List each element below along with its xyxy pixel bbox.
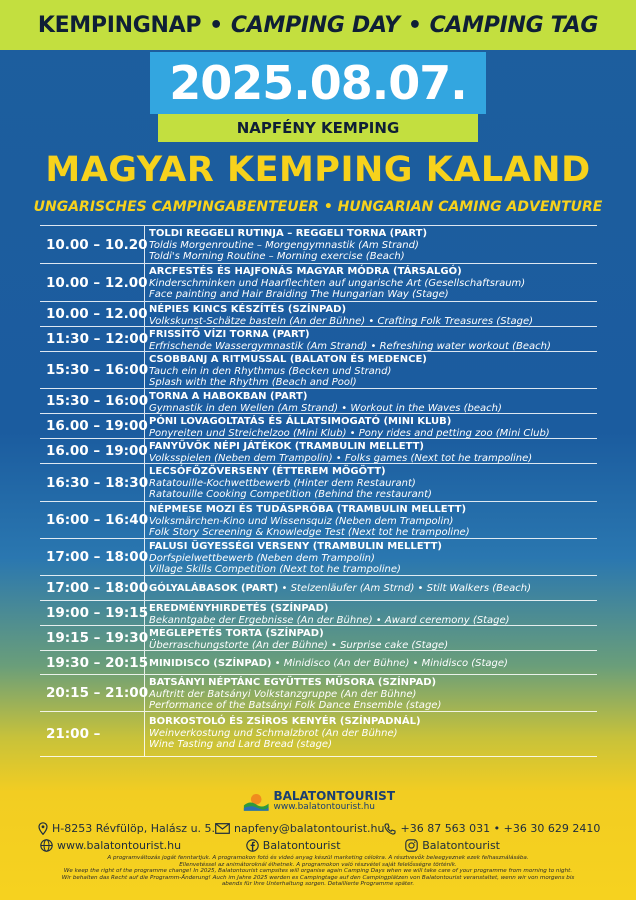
- schedule-translation-de: Auftritt der Batsányi Volkstanzgruppe (An der Bühne): [149, 688, 417, 700]
- schedule-translation-en: Wine Tasting and Lard Bread (stage): [149, 739, 332, 750]
- header-en: CAMPING DAY: [230, 12, 400, 38]
- schedule-title: TORNA A HABOKBAN (PART): [149, 391, 308, 402]
- schedule-description: [145, 601, 597, 625]
- schedule-title: NÉPMESE MOZI ÉS TUDÁSPRÓBA (TRAMBULIN MELLETT): [149, 504, 467, 515]
- schedule-time: 17:00 – 18:00: [40, 539, 145, 575]
- schedule-time: 19:30 – 20:15: [40, 651, 145, 674]
- schedule-time: 16.00 – 19:00: [40, 439, 145, 463]
- fine-print-line: abends für Ihre Unterhaltung sorgen. Detaillierte Programme später.: [221, 881, 415, 888]
- address: [38, 822, 215, 835]
- schedule-description: [145, 675, 597, 711]
- fine-print-line: Wir behalten das Recht auf die Programm-Änderung! Auch im Jahre 2025 werden es Campingtage auf den Campingplätzen von Balatontourist veranstaltet, wenn wir von morgens bis: [61, 874, 575, 881]
- schedule-title-line: [149, 716, 597, 728]
- schedule-translation-de: Erfrischende Wassergymnastik (Am Strand) • Refreshing water workout (Beach): [149, 340, 551, 351]
- schedule-row: [40, 675, 597, 712]
- header-hu: KEMPINGNAP: [37, 12, 202, 38]
- schedule-title-line: [149, 441, 597, 453]
- schedule-title: LECSÓFŐZŐVERSENY (ÉTTEREM MÖGÖTT): [149, 466, 386, 477]
- globe-icon: [40, 839, 53, 852]
- fine-print: [10, 855, 626, 888]
- schedule-translation-en: Folk Story Screening & Knowledge Test (Next tot he trampoline): [149, 527, 470, 538]
- schedule-title: CSOBBANJ A RITMUSSAL (BALATON ÉS MEDENCE): [149, 354, 427, 365]
- schedule-title-line: [149, 228, 597, 240]
- venue-label: NAPFÉNY KEMPING: [158, 114, 478, 142]
- schedule-translation-de: Gymnastik in den Wellen (Am Strand) • Workout in the Waves (beach): [149, 402, 502, 413]
- balatontourist-logo: [243, 787, 395, 815]
- contact-row-1: [38, 822, 601, 835]
- phone-icon: [384, 823, 396, 835]
- schedule-time: 15:30 – 16:00: [40, 389, 145, 413]
- schedule-title: FALUSI ÜGYESSÉGI VERSENY (TRAMBULIN MELLETT): [149, 541, 443, 552]
- instagram-text: Balatontourist: [422, 839, 500, 852]
- schedule-title: GÓLYALÁBASOK (PART): [149, 583, 279, 594]
- schedule-translation-en: Ratatouille Cooking Competition (Behind the restaurant): [149, 489, 432, 500]
- instagram[interactable]: [405, 839, 500, 852]
- website[interactable]: [40, 839, 181, 852]
- schedule-time: 19:15 – 19:30: [40, 626, 145, 650]
- schedule-title: NÉPIES KINCS KÉSZÍTÉS (SZÍNPAD): [149, 304, 347, 315]
- schedule-description: [145, 327, 597, 351]
- schedule-translation-de: Tauch ein in den Rhythmus (Becken und Strand): [149, 365, 392, 377]
- schedule-row: [40, 264, 597, 302]
- schedule-description: [145, 712, 597, 756]
- schedule-translation-de: Volksmärchen-Kino und Wissensquiz (Neben dem Trampolin): [149, 515, 454, 527]
- schedule-row: [40, 389, 597, 414]
- schedule-row: [40, 712, 597, 757]
- schedule-title-line: [149, 583, 597, 595]
- email-text: napfeny@balatontourist.hu: [234, 822, 385, 835]
- schedule-time: 16.00 – 19:00: [40, 414, 145, 438]
- schedule-time: 19:00 – 19:15: [40, 601, 145, 625]
- instagram-icon: [405, 839, 418, 852]
- phone[interactable]: [384, 822, 600, 835]
- schedule-title-line: [149, 677, 597, 689]
- fine-print-line: Ellenvetéssel az animátoroknál élhetnek. A programokon való részvétel saját felelősségre történik.: [179, 861, 457, 868]
- envelope-icon: [215, 823, 230, 834]
- contact-row-2: [40, 839, 500, 852]
- schedule-inline-translation: • Stelzenläufer (Am Strnd) • Stilt Walkers (Beach): [278, 583, 532, 594]
- fine-print-line: A programváltozás jogát fenntartjuk. A programokon fotó és videó anyag készül marketing célokra. A résztvevők beleegyeznek ezek felhasználásába.: [107, 855, 529, 861]
- schedule-title-line: [149, 266, 597, 278]
- schedule-title-line: [149, 504, 597, 516]
- schedule-description: [145, 439, 597, 463]
- schedule-row: [40, 601, 597, 626]
- schedule-translation-de: Dorfspielwettbewerb (Neben dem Trampolin): [149, 552, 375, 564]
- schedule-time: 16:00 – 16:40: [40, 502, 145, 538]
- schedule-row: [40, 439, 597, 464]
- schedule-row: [40, 502, 597, 539]
- phone-text: +36 87 563 031 • +36 30 629 2410: [400, 822, 601, 835]
- schedule-title: EREDMÉNYHIRDETÉS (SZÍNPAD): [149, 603, 329, 614]
- location-pin-icon: [38, 822, 48, 835]
- schedule-translation-de: Ponyreiten und Streichelzoo (Mini Klub) • Pony rides and petting zoo (Mini Club): [149, 427, 550, 438]
- schedule-translation-de: Weinverkostung und Schmalzbrot (An der Bühne): [149, 727, 398, 739]
- schedule-description: [145, 576, 597, 600]
- schedule-title: FANYŰVŐK NÉPI JÁTÉKOK (TRAMBULIN MELLETT): [149, 441, 424, 452]
- schedule-description: [145, 464, 597, 501]
- schedule-title: ARCFESTÉS ÉS HAJFONÁS MAGYAR MÓDRA (TÁRSALGÓ): [149, 266, 462, 277]
- schedule-time: 20:15 – 21:00: [40, 675, 145, 711]
- schedule-description: [145, 414, 597, 438]
- schedule-table: [40, 225, 597, 778]
- facebook[interactable]: [246, 839, 341, 852]
- schedule-row: [40, 327, 597, 352]
- address-text: H-8253 Révfülöp, Halász u. 5.: [52, 822, 216, 835]
- schedule-description: [145, 389, 597, 413]
- email[interactable]: [215, 822, 384, 835]
- schedule-title-line: [149, 466, 597, 478]
- fine-print-line: We keep the right of the programme change! In 2025, Balatontourist campsites will organise again Camping Days when we will take care of your programme from morning to night.: [63, 868, 573, 875]
- schedule-description: [145, 226, 597, 263]
- schedule-translation-de: Toldis Morgenroutine – Morgengymnastik (Am Strand): [149, 239, 419, 251]
- schedule-title-line: [149, 329, 597, 341]
- schedule-translation-de: Volkskunst-Schätze basteln (An der Bühne) • Crafting Folk Treasures (Stage): [149, 315, 534, 326]
- schedule-description: [145, 502, 597, 538]
- schedule-title-line: [149, 416, 597, 428]
- schedule-row: [40, 414, 597, 439]
- schedule-description: [145, 626, 597, 650]
- schedule-time: 10.00 – 10.20: [40, 226, 145, 263]
- schedule-title-line: [149, 628, 597, 640]
- schedule-row: [40, 576, 597, 601]
- website-text: www.balatontourist.hu: [57, 839, 182, 852]
- header-de: CAMPING TAG: [429, 12, 599, 38]
- logo-brand: BALATONTOURIST: [273, 789, 395, 803]
- header-separator-1: •: [209, 12, 223, 38]
- schedule-title-line: [149, 304, 597, 316]
- schedule-translation-de: Ratatouille-Kochwettbewerb (Hinter dem Restaurant): [149, 477, 416, 489]
- schedule-time: 10.00 – 12.00: [40, 264, 145, 301]
- schedule-translation-en: Toldi's Morning Routine – Morning exercise (Beach): [149, 251, 405, 262]
- schedule-title-line: [149, 391, 597, 403]
- schedule-row: [40, 626, 597, 651]
- facebook-icon: [246, 839, 259, 852]
- event-date: 2025.08.07.: [150, 52, 486, 114]
- schedule-translation-de: Kinderschminken und Haarflechten auf ungarische Art (Gesellschaftsraum): [149, 277, 526, 289]
- schedule-translation-de: Überraschungstorte (An der Bühne) • Surprise cake (Stage): [149, 639, 449, 650]
- schedule-row: [40, 302, 597, 327]
- schedule-description: [145, 539, 597, 575]
- schedule-row: [40, 539, 597, 576]
- schedule-title-line: [149, 541, 597, 553]
- schedule-translation-de: Volksspielen (Neben dem Trampolin) • Folks games (Next tot he trampoline): [149, 452, 533, 463]
- schedule-description: [145, 264, 597, 301]
- schedule-time: 21:00 –: [40, 712, 145, 756]
- schedule-time: 10.00 – 12.00: [40, 302, 145, 326]
- main-title: MAGYAR KEMPING KALAND: [45, 150, 591, 190]
- schedule-time: 17:00 – 18:00: [40, 576, 145, 600]
- schedule-title: PÓNI LOVAGOLTATÁS ÉS ÁLLATSIMOGATÓ (MINI KLUB): [149, 416, 452, 427]
- schedule-title: TOLDI REGGELI RUTINJA – REGGELI TORNA (PART): [149, 228, 428, 239]
- schedule-time: 11:30 – 12:00: [40, 327, 145, 351]
- schedule-title-line: [149, 603, 597, 615]
- schedule-title: BATSÁNYI NÉPTÁNC EGYÜTTES MŰSORA (SZÍNPAD): [149, 677, 437, 688]
- facebook-text: Balatontourist: [262, 839, 341, 852]
- schedule-title: MINIDISCO (SZÍNPAD): [149, 658, 272, 669]
- schedule-description: [145, 352, 597, 388]
- schedule-row: [40, 464, 597, 502]
- schedule-title: MEGLEPETÉS TORTA (SZÍNPAD): [149, 628, 324, 639]
- schedule-description: [145, 302, 597, 326]
- schedule-description: [145, 651, 597, 674]
- header-separator-2: •: [407, 12, 422, 38]
- subtitle: UNGARISCHES CAMPINGABENTEUER • HUNGARIAN CAMING ADVENTURE: [33, 199, 603, 215]
- schedule-row: [40, 226, 597, 264]
- schedule-translation-en: Village Skills Competition (Next tot he trampoline): [149, 564, 401, 575]
- schedule-translation-en: Splash with the Rhythm (Beach and Pool): [149, 377, 357, 388]
- logo-mark-icon: [243, 790, 269, 812]
- header-bar: [0, 0, 636, 50]
- schedule-time: 15:30 – 16:00: [40, 352, 145, 388]
- schedule-inline-translation: • Minidisco (An der Bühne) • Minidisco (Stage): [271, 658, 508, 669]
- schedule-time: 16:30 – 18:30: [40, 464, 145, 501]
- schedule-title-line: [149, 354, 597, 366]
- schedule-translation-de: Bekanntgabe der Ergebnisse (An der Bühne) • Award ceremony (Stage): [149, 614, 510, 625]
- schedule-translation-en: Face painting and Hair Braiding The Hungarian Way (Stage): [149, 289, 449, 300]
- schedule-translation-en: Performance of the Batsányi Folk Dance Ensemble (stage): [149, 700, 442, 711]
- schedule-row: [40, 352, 597, 389]
- schedule-title: BORKOSTOLÓ ÉS ZSÍROS KENYÉR (SZÍNPADNÁL): [149, 716, 421, 727]
- schedule-title: FRISSÍTŐ VÍZI TORNA (PART): [149, 329, 310, 340]
- logo-site: www.balatontourist.hu: [273, 802, 375, 812]
- schedule-title-line: [149, 658, 597, 670]
- schedule-row: [40, 651, 597, 675]
